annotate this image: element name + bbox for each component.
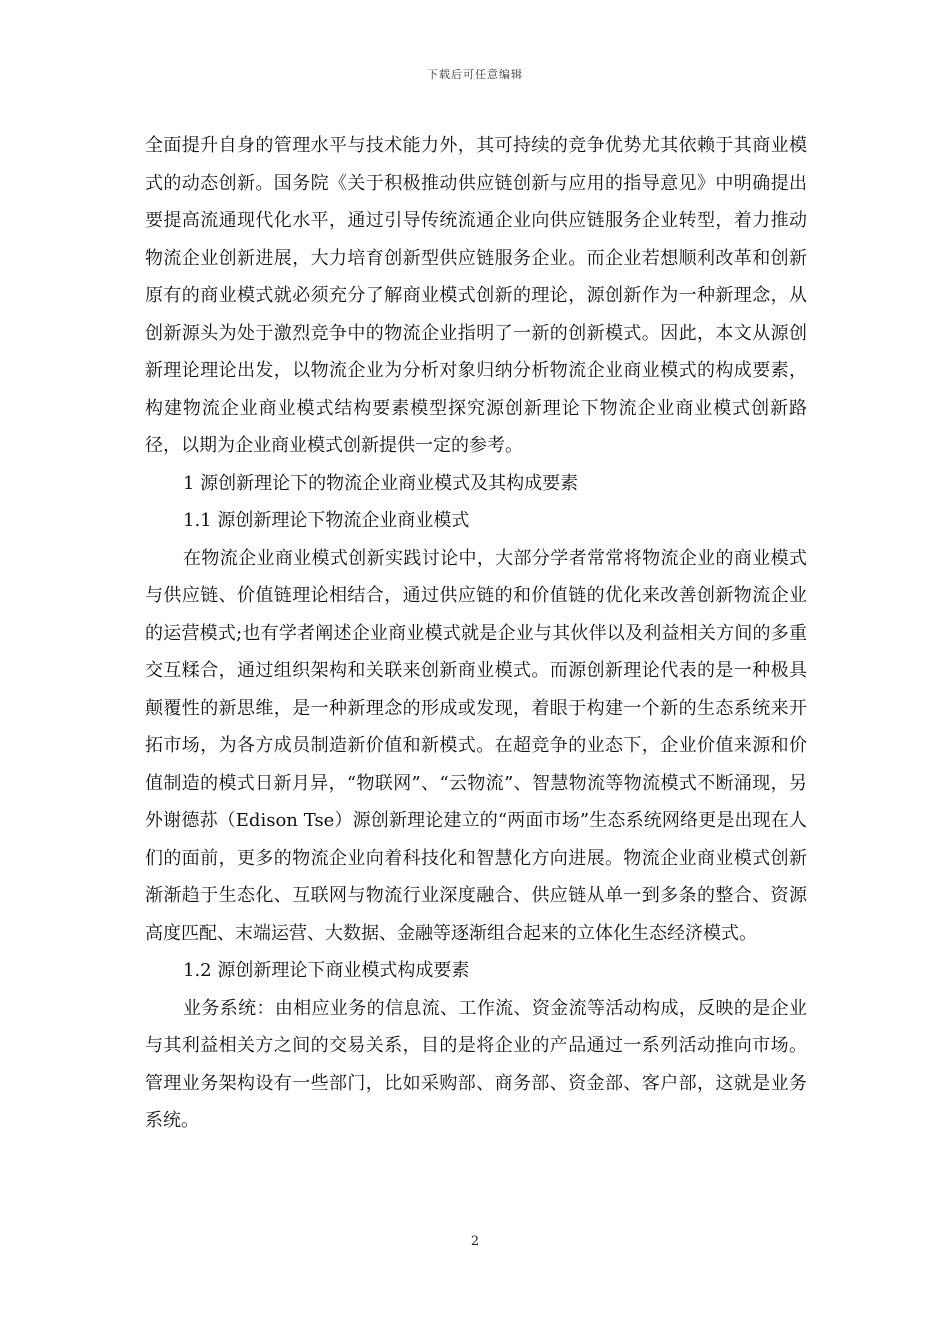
subsection-heading-1-1: 1.1 源创新理论下物流企业商业模式: [183, 510, 470, 531]
paragraph-business-system: 业务系统：由相应业务的信息流、工作流、资金流等活动构成，反映的是企业与其利益相关方之间的交易关系，目的是将企业的产品通过一系列活动推向市场。管理业务架构设有一些部门，比如采购部、商务部、资金部、客户部，这就是业务系统。: [145, 997, 807, 1131]
document-body: [145, 127, 807, 1140]
page-number: 2: [470, 1234, 480, 1249]
page-header-note: 下载后可任意编辑: [427, 68, 523, 81]
section-heading-1: 1 源创新理论下的物流企业商业模式及其构成要素: [183, 472, 579, 494]
subsection-heading-1-2: 1.2 源创新理论下商业模式构成要素: [183, 960, 470, 981]
paragraph-intro: 全面提升自身的管理水平与技术能力外，其可持续的竞争优势尤其依赖于其商业模式的动态创新。国务院《关于积极推动供应链创新与应用的指导意见》中明确提出要提高流通现代化水平，通过引导传统流通企业向供应链服务企业转型，着力推动物流企业创新进展，大力培育创新型供应链服务企业。而企业若想顺利改革和创新原有的商业模式就必须充分了解商业模式创新的理论，源创新作为一种新理念，从创新源头为处于激烈竞争中的物流企业指明了一新的创新模式。因此，本文从源创新理论理论出发，以物流企业为分析对象归纳分析物流企业商业模式的构成要素，构建物流企业商业模式结构要素模型探究源创新理论下物流企业商业模式创新路径，以期为企业商业模式创新提供一定的参考。: [145, 135, 807, 456]
paragraph-business-model: 在物流企业商业模式创新实践讨论中，大部分学者常常将物流企业的商业模式与供应链、价值链理论相结合，通过供应链的和价值链的优化来改善创新物流企业的运营模式;也有学者阐述企业商业模式就是企业与其伙伴以及利益相关方间的多重交互糅合，通过组织架构和关联来创新商业模式。而源创新理论代表的是一种极具颠覆性的新思维，是一种新理念的形成或发现，着眼于构建一个新的生态系统来开拓市场，为各方成员制造新价值和新模式。在超竞争的业态下，企业价值来源和价值制造的模式日新月异，“物联网”、“云物流”、智慧物流等物流模式不断涌现，另外谢德荪（Edison Tse）源创新理论建立的“两面市场”生态系统网络更是出现在人们的面前，更多的物流企业向着科技化和智慧化方向进展。物流企业商业模式创新渐渐趋于生态化、互联网与物流行业深度融合、供应链从单一到多条的整合、资源高度匹配、末端运营、大数据、金融等逐渐组合起来的立体化生态经济模式。: [145, 547, 807, 944]
